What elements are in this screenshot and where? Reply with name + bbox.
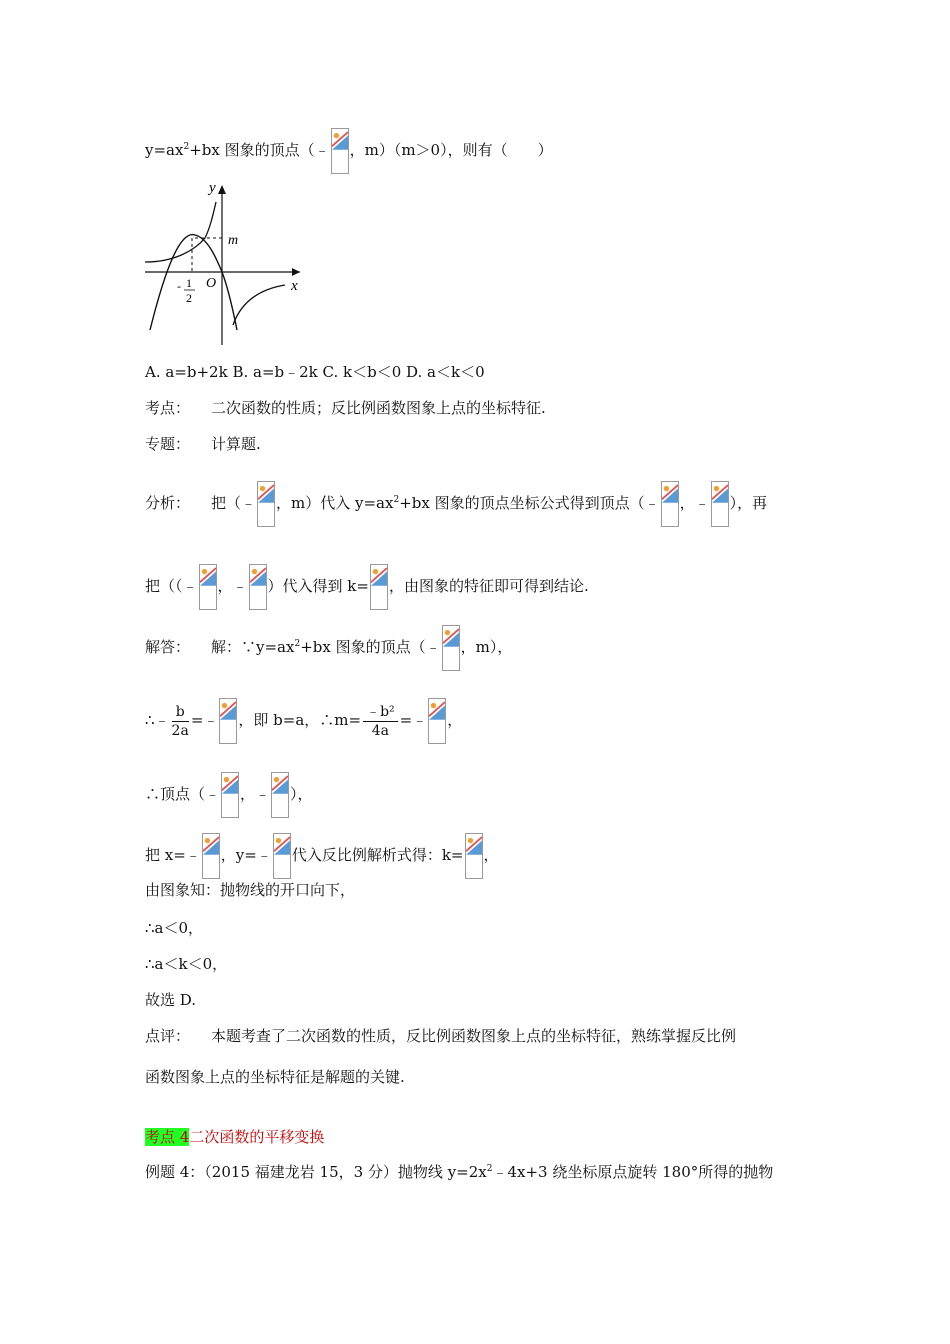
section-tag: 考点 4 [145,1128,190,1146]
broken-image-icon [370,564,388,610]
hyperbola-right-branch [233,285,285,325]
dianping-label: 点评： [145,1027,191,1045]
stem-text-b: +bx 图象的顶点（﹣ [189,141,330,159]
stem-text-a: y=ax [145,141,184,159]
kaodian-text: 二次函数的性质；反比例函数图象上点的坐标特征. [211,399,546,417]
broken-image-icon [249,564,267,610]
y-label: y [209,180,216,196]
tick-den: 2 [186,291,192,305]
jieda-line-3 [145,772,313,818]
section-header [145,1127,324,1147]
jieda-s2-b: =﹣ [190,711,219,729]
tick-minus: - [177,279,181,293]
jieda-s2-c: ，即 b=a，∴m= [238,711,362,729]
jieda-line-2 [145,698,462,744]
stem-sup: 2 [183,142,190,152]
jieda-line-4 [145,833,499,879]
function-graph [145,180,310,350]
broken-image-icon [273,833,291,879]
jieda-line-5: 由图象知：抛物线的开口向下， [145,881,356,899]
jieda-s4-b: ，y=﹣ [220,846,272,864]
fenxi-l2-c: ）代入得到 k= [267,577,369,595]
zhuanti-label: 专题： [145,435,191,453]
example-text-a: 例题 4：（2015 福建龙岩 15，3 分）抛物线 y=2x [145,1163,487,1181]
dianping-line-1 [145,1026,736,1046]
fenxi-line-2 [145,564,589,610]
jieda-s2-d: =﹣ [399,711,428,729]
fenxi-text-1: 把（﹣ [211,494,257,512]
answer-options: A. a=b+2k B. a=b﹣2k C. k＜b＜0 D. a＜k＜0 [145,363,485,381]
dianping-line-2: 函数图象上点的坐标特征是解题的关键. [145,1068,405,1086]
y-axis-arrow-icon [218,185,226,194]
x-axis-arrow-icon [292,268,300,276]
jieda-line-6: ∴a＜0， [145,919,204,937]
x-label: x [291,278,298,294]
frac2-den: 4a [371,722,389,739]
fenxi-l2-d: ，由图象的特征即可得到结论. [388,577,589,595]
frac2-num: ﹣b² [363,703,398,722]
fenxi-line-1 [145,481,767,527]
zhuanti-row [145,434,261,454]
question-stem [145,128,553,174]
fenxi-l2-a: 把（（﹣ [145,577,198,595]
jieda-sup: 2 [294,639,301,649]
hyperbola-left-branch [145,202,216,262]
fenxi-l2-b: ，﹣ [217,577,248,595]
jieda-s3-b: ，﹣ [240,785,271,803]
jieda-line-1 [145,625,512,671]
tick-num: 1 [186,276,192,290]
example-sup: 2 [486,1164,493,1174]
broken-image-icon [428,698,446,744]
kaodian-label: 考点： [145,399,191,417]
example-line [145,1162,773,1182]
fenxi-text-3: +bx 图象的顶点坐标公式得到顶点（﹣ [399,494,660,512]
broken-image-icon [442,625,460,671]
broken-image-icon [199,564,217,610]
dianping-text-1: 本题考查了二次函数的性质，反比例函数图象上点的坐标特征，熟练掌握反比例 [211,1027,737,1045]
fenxi-sup: 2 [393,495,400,505]
stem-text-c: ，m）（m＞0），则有（ ） [349,141,553,159]
broken-image-icon [219,698,237,744]
m-label: m [228,233,239,248]
jieda-s3-c: ）， [290,785,313,803]
kaodian-row [145,398,546,418]
fenxi-text-5: ），再 [729,494,768,512]
broken-image-icon [661,481,679,527]
jieda-s3-a: ∴顶点（﹣ [145,785,221,803]
jieda-line-8: 故选 D. [145,991,197,1009]
jieda-line-7: ∴a＜k＜0， [145,955,228,973]
jieda-text-1: 解：∵y=ax [211,638,295,656]
fraction-b-over-2a [172,703,189,740]
jieda-text-2: +bx 图象的顶点（﹣ [300,638,441,656]
fenxi-label: 分析： [145,494,191,512]
origin-label: O [206,276,217,291]
fenxi-text-2: ，m）代入 y=ax [276,494,394,512]
example-text-b: ﹣4x+3 绕坐标原点旋转 180°所得的抛物 [492,1163,774,1181]
broken-image-icon [465,833,483,879]
jieda-s4-c: 代入反比例解析式得：k= [291,846,464,864]
broken-image-icon [257,481,275,527]
jieda-s4-a: 把 x=﹣ [145,846,201,864]
jieda-label: 解答： [145,638,191,656]
jieda-text-3: ，m）， [460,638,513,656]
broken-image-icon [331,128,349,174]
jieda-s2-e: ， [447,711,463,729]
broken-image-icon [221,772,239,818]
zhuanti-text: 计算题. [211,435,261,453]
jieda-s2-a: ∴﹣ [145,711,170,729]
section-title: 二次函数的平移变换 [189,1128,325,1146]
frac1-den: 2a [171,722,189,739]
jieda-s4-d: ， [483,846,499,864]
broken-image-icon [271,772,289,818]
frac1-num: b [172,703,189,722]
fraction-b2-over-4a [363,703,398,740]
broken-image-icon [711,481,729,527]
broken-image-icon [202,833,220,879]
fenxi-text-4: ，﹣ [679,494,710,512]
